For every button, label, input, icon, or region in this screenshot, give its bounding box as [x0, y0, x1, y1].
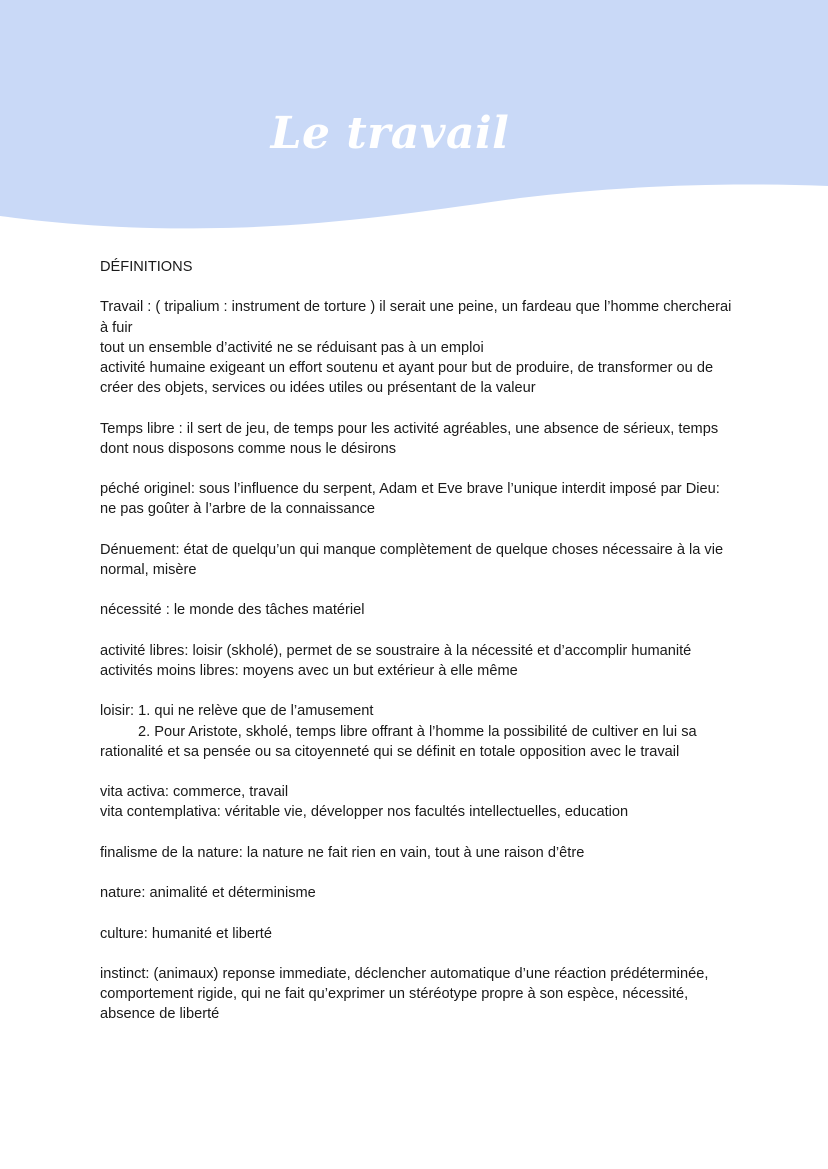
text-line: loisir: 1. qui ne relève que de l’amusement	[100, 703, 374, 720]
text-line: péché originel: sous l’influence du serpent, Adam et Eve brave l’unique interdit imposé par Dieu: ne pas goûter à l’arbre de la connaissance	[100, 481, 720, 518]
text-line-indented: 2. Pour Aristote, skholé, temps libre offrant à l’homme la possibilité de cultiver en lui sa rationalité et sa pensée ou sa citoyenneté qui se définit en totale opposition avec le travail	[100, 723, 697, 760]
section-heading: DÉFINITIONS	[100, 259, 193, 275]
definition-temps-libre	[100, 419, 740, 459]
text-line: nature: animalité et déterminisme	[100, 885, 316, 902]
text-line: activités moins libres: moyens avec un but extérieur à elle même	[100, 662, 518, 679]
text-line: instinct: (animaux) reponse immediate, déclencher automatique d’une réaction prédéterminée, comportement rigide, qui ne fait qu’exprimer un stéréotype propre à son espèce, nécessité, absence de liberté	[100, 965, 709, 1023]
text-line: activité libres: loisir (skholé), permet de se soustraire à la nécessité et d’accomplir humanité	[100, 642, 692, 659]
text-line: vita activa: commerce, travail	[100, 784, 289, 801]
definition-vita	[100, 782, 740, 822]
page-title: Le travail	[270, 108, 510, 159]
definition-activites	[100, 641, 740, 681]
document-body	[100, 257, 740, 1045]
text-line: Temps libre : il sert de jeu, de temps pour les activité agréables, une absence de sérieux, temps dont nous disposons comme nous le désirons	[100, 420, 719, 457]
text-line: nécessité : le monde des tâches matériel	[100, 602, 365, 619]
text-line: tout un ensemble d’activité ne se réduisant pas à un emploi	[100, 339, 484, 356]
text-line: finalisme de la nature: la nature ne fait rien en vain, tout à une raison d’être	[100, 844, 585, 861]
definition-denuement	[100, 540, 740, 580]
text-line: vita contemplativa: véritable vie, développer nos facultés intellectuelles, education	[100, 804, 629, 821]
text-line: Dénuement: état de quelqu’un qui manque complètement de quelque choses nécessaire à la vie normal, misère	[100, 541, 724, 578]
definition-loisir	[100, 701, 740, 762]
definition-nature	[100, 883, 740, 903]
definition-culture	[100, 924, 740, 944]
definition-peche-originel	[100, 479, 740, 519]
definition-necessite	[100, 600, 740, 620]
definition-finalisme	[100, 843, 740, 863]
text-line: culture: humanité et liberté	[100, 925, 272, 942]
definition-instinct	[100, 964, 740, 1025]
definition-travail	[100, 297, 740, 398]
text-line: activité humaine exigeant un effort soutenu et ayant pour but de produire, de transformer ou de créer des objets, services ou idées utiles ou présentant de la valeur	[100, 360, 714, 397]
header-band	[0, 0, 828, 240]
text-line: Travail : ( tripalium : instrument de torture ) il serait une peine, un fardeau que l’homme chercherai à fuir	[100, 299, 732, 336]
